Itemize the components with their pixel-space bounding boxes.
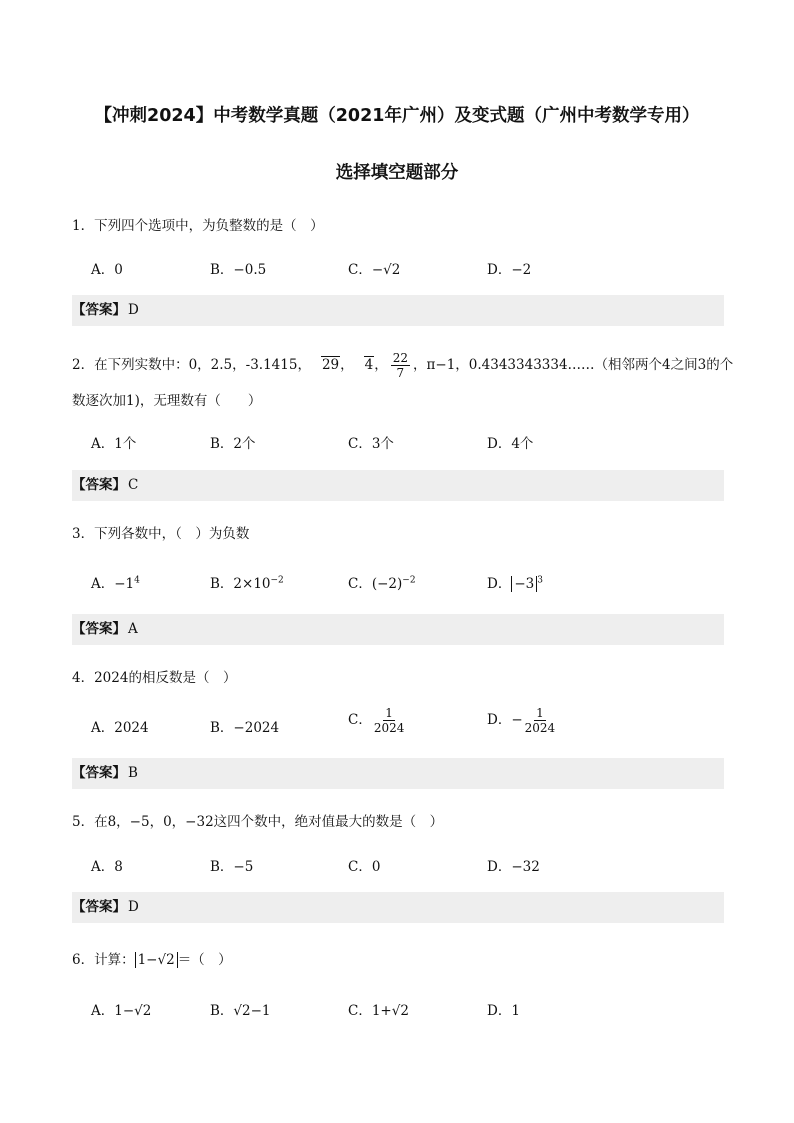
q2-option-a[interactable]: A．1个 xyxy=(91,436,137,452)
question-3-stem: 3．下列各数中，（ ）为负数 xyxy=(72,526,250,542)
frac-num: 1 xyxy=(536,706,544,720)
option-label: C． xyxy=(348,712,372,728)
q3-option-d[interactable] xyxy=(487,572,543,592)
q6-option-c[interactable]: C．1+√2 xyxy=(348,1003,409,1019)
q4-option-a[interactable]: A．2024 xyxy=(91,720,149,736)
option-base: (−2) xyxy=(371,576,403,592)
question-2-stem xyxy=(72,351,734,380)
q2-option-c[interactable]: C．3个 xyxy=(348,436,394,452)
q4-answer xyxy=(72,758,724,789)
q3-option-c[interactable] xyxy=(348,572,416,592)
q1-option-c[interactable]: C．−√2 xyxy=(348,262,401,278)
option-label: D． xyxy=(487,576,512,592)
q2-fraction xyxy=(391,351,410,380)
option-absolute-value: −3 xyxy=(511,576,537,592)
q2-comma: ， xyxy=(413,357,427,373)
q6-stem-part: 6．计算： xyxy=(72,952,135,968)
q1-option-b[interactable]: B．−0.5 xyxy=(210,262,267,278)
q6-option-b[interactable]: B．√2−1 xyxy=(210,1003,271,1019)
q5-option-a[interactable]: A．8 xyxy=(91,859,123,875)
q2-sqrt4: 4 xyxy=(364,357,374,373)
q5-option-d[interactable]: D．−32 xyxy=(487,859,540,875)
q2-comma: ， xyxy=(340,357,354,373)
option-label: A． xyxy=(91,576,115,592)
answer-label: 【答案】 xyxy=(72,302,126,318)
frac-den: 2024 xyxy=(373,721,405,735)
option-fraction xyxy=(523,706,558,735)
question-2-stem-line2: 数逐次加1)，无理数有（ ） xyxy=(72,393,262,409)
q6-option-d[interactable]: D．1 xyxy=(487,1003,520,1019)
question-1-stem: 1．下列四个选项中，为负整数的是（ ） xyxy=(72,218,324,234)
q2-stem-part: π−1，0.4343343334……（相邻两个4之间3的个 xyxy=(426,357,734,373)
q6-option-a[interactable]: A．1−√2 xyxy=(91,1003,152,1019)
q6-absolute-value: 1−√2 xyxy=(135,952,178,968)
option-label: B． xyxy=(210,576,234,592)
q2-stem-part: 2．在下列实数中：0，2.5，-3.1415， xyxy=(72,357,311,373)
option-base: −1 xyxy=(114,576,135,592)
q2-sqrt29: 29 xyxy=(321,357,340,373)
question-4-stem: 4．2024的相反数是（ ） xyxy=(72,670,237,686)
q5-answer xyxy=(72,892,724,923)
q3-option-b[interactable] xyxy=(210,572,284,592)
option-exponent: −2 xyxy=(270,575,284,586)
answer-value: C xyxy=(128,477,139,493)
q1-option-a[interactable]: A．0 xyxy=(91,262,123,278)
option-label: D．− xyxy=(487,712,523,728)
q2-comma: ， xyxy=(374,357,388,373)
answer-label: 【答案】 xyxy=(72,899,126,915)
question-5-stem: 5．在8，−5，0，−32这四个数中，绝对值最大的数是（ ） xyxy=(72,814,444,830)
answer-value: B xyxy=(128,765,138,781)
frac-den: 2024 xyxy=(524,721,556,735)
question-6-stem xyxy=(72,948,232,968)
q3-option-a[interactable] xyxy=(91,572,140,592)
q2-option-b[interactable]: B．2个 xyxy=(210,436,256,452)
q5-option-c[interactable]: C．0 xyxy=(348,859,381,875)
answer-value: D xyxy=(128,899,139,915)
q5-option-b[interactable]: B．−5 xyxy=(210,859,254,875)
q2-answer xyxy=(72,470,724,501)
option-label: C． xyxy=(348,576,372,592)
q2-option-d[interactable]: D．4个 xyxy=(487,436,534,452)
option-exponent: −2 xyxy=(402,575,416,586)
answer-value: A xyxy=(128,621,138,637)
q4-option-c[interactable] xyxy=(348,706,406,735)
option-exponent: 3 xyxy=(537,575,543,586)
answer-value: D xyxy=(128,302,139,318)
q1-answer xyxy=(72,295,724,326)
q2-frac-num: 22 xyxy=(392,351,409,365)
q4-option-d[interactable] xyxy=(487,706,557,735)
option-base: 2×10 xyxy=(233,576,271,592)
option-fraction xyxy=(372,706,407,735)
answer-label: 【答案】 xyxy=(72,621,126,637)
q3-answer xyxy=(72,614,724,645)
answer-label: 【答案】 xyxy=(72,477,126,493)
document-title: 【冲刺2024】中考数学真题（2021年广州）及变式题（广州中考数学专用） xyxy=(94,106,700,126)
section-title: 选择填空题部分 xyxy=(335,163,459,183)
q1-option-d[interactable]: D．−2 xyxy=(487,262,532,278)
answer-label: 【答案】 xyxy=(72,765,126,781)
option-exponent: 4 xyxy=(134,575,140,586)
q6-stem-part: ＝（ ） xyxy=(177,952,232,968)
frac-num: 1 xyxy=(385,706,393,720)
q4-option-b[interactable]: B．−2024 xyxy=(210,720,280,736)
q2-frac-den: 7 xyxy=(396,366,405,380)
